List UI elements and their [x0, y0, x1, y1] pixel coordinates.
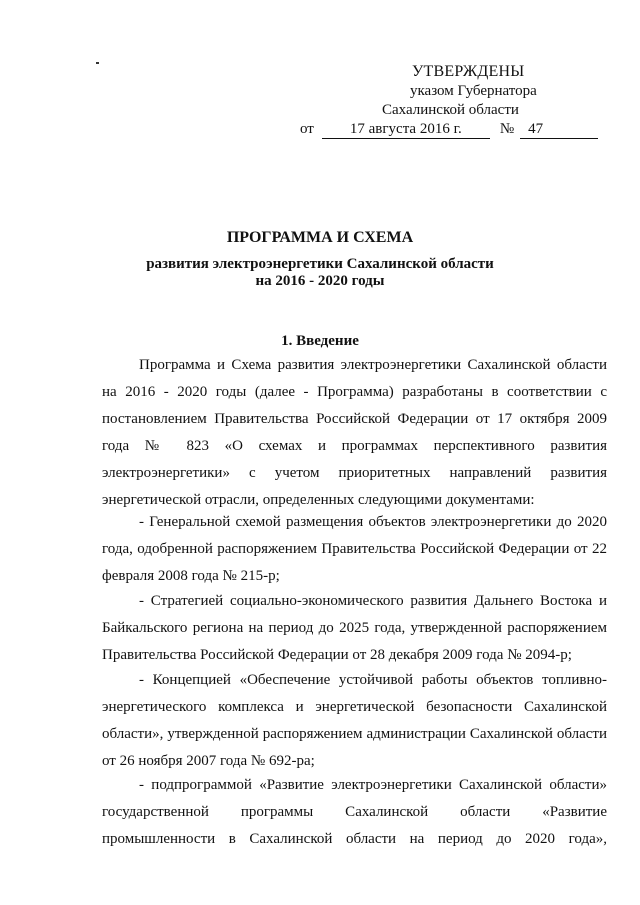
- document-subtitle-line-2: на 2016 - 2020 годы: [255, 273, 385, 289]
- from-label: от: [300, 121, 314, 137]
- paragraph-list-item: - Стратегией социально-экономического развития Дальнего Востока и Байкальского региона на период до 2025 года, утвержденной распоряжением Правительства Российской Федерации от 28 декабря 2009 года № 2094-р;: [102, 593, 607, 663]
- paragraph-block: [102, 772, 607, 853]
- paragraph-list-item: - Генеральной схемой размещения объектов электроэнергетики до 2020 года, одобренной распоряжением Правительства Российской Федерации от 22 февраля 2008 года № 215-р;: [102, 514, 607, 584]
- number-label: №: [499, 121, 515, 137]
- document-title: ПРОГРАММА И СХЕМА: [226, 229, 414, 246]
- approval-date: 17 августа 2016 г.: [322, 121, 490, 139]
- paragraph-block: [102, 588, 607, 669]
- paragraph-list-item: - подпрограммой «Развитие электроэнергетики Сахалинской области» государственной программы Сахалинской области «Развитие промышленности в Сахалинской области на период до 2020 года»,: [102, 777, 607, 847]
- paragraph-block: [102, 509, 607, 590]
- approval-date-line: [300, 120, 598, 139]
- paragraph-block: [102, 352, 607, 514]
- scan-speck: [96, 62, 99, 64]
- paragraph-list-item: - Концепцией «Обеспечение устойчивой работы объектов топливно-энергетического комплекса и энергетической безопасности Сахалинской области», утвержденной распоряжением администрации Сахалинской области от 26 ноября 2007 года № 692-ра;: [102, 672, 607, 769]
- approval-line-1: указом Губернатора: [410, 83, 537, 99]
- paragraph-intro: Программа и Схема развития электроэнергетики Сахалинской области на 2016 - 2020 годы (далее - Программа) разработаны в соответствии с постановлением Правительства Российской Федерации от 17 октября 2009 года № 823 «О схемах и программах перспективного развития электроэнергетики» с учетом приоритетных направлений развития энергетической отрасли, определенных следующими документами:: [102, 357, 607, 508]
- approval-title: УТВЕРЖДЕНЫ: [412, 63, 525, 80]
- approval-number: 47: [520, 121, 598, 139]
- section-heading: 1. Введение: [281, 333, 359, 349]
- approval-line-2: Сахалинской области: [382, 102, 519, 118]
- document-subtitle-line-1: развития электроэнергетики Сахалинской области: [146, 256, 494, 272]
- paragraph-block: [102, 667, 607, 775]
